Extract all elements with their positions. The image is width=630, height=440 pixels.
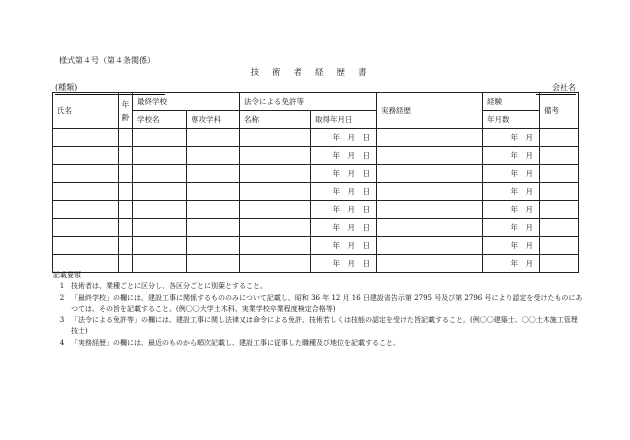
table-cell[interactable] [240,165,311,183]
table-cell[interactable] [240,237,311,255]
license-date-cell[interactable]: 年 月 日 [311,255,377,273]
table-cell[interactable] [377,129,483,147]
table-cell[interactable] [540,165,579,183]
table-cell[interactable] [187,201,240,219]
table-cell[interactable] [187,147,240,165]
table-cell[interactable] [119,129,133,147]
table-cell[interactable] [240,219,311,237]
experience-cell[interactable]: 年 月 [483,129,540,147]
table-cell[interactable] [133,129,187,147]
table-cell[interactable] [119,219,133,237]
experience-cell[interactable]: 年 月 [483,201,540,219]
table-cell[interactable] [240,147,311,165]
experience-cell[interactable]: 年 月 [483,255,540,273]
table-cell[interactable] [377,165,483,183]
table-cell[interactable] [133,201,187,219]
table-cell[interactable] [377,201,483,219]
table-cell[interactable] [377,183,483,201]
experience-cell[interactable]: 年 月 [483,147,540,165]
table-cell[interactable] [377,237,483,255]
note-text: 「実務経歴」の欄には、最近のものから順次記載し、建設工事に従事した職種及び地位を記載すること。 [71,338,400,347]
header-license-name: 名称 [240,111,311,129]
experience-cell[interactable]: 年 月 [483,165,540,183]
header-major: 専攻学科 [187,111,240,129]
note-number: 1 [59,282,65,291]
table-cell[interactable] [240,129,311,147]
table-cell[interactable] [53,201,119,219]
header-license-date: 取得年月日 [311,111,377,129]
note-number: 2 [59,293,65,302]
table-cell[interactable] [540,129,579,147]
note-item [53,281,583,292]
table-cell[interactable] [187,165,240,183]
header-name: 氏名 [53,93,119,129]
table-row [53,129,579,147]
license-date-cell[interactable]: 年 月 日 [311,129,377,147]
table-cell[interactable] [187,237,240,255]
table-cell[interactable] [53,219,119,237]
table-row [53,237,579,255]
header-age: 年齢 [119,93,133,129]
table-cell[interactable] [53,165,119,183]
table-cell[interactable] [187,219,240,237]
note-item [53,315,583,338]
table-cell[interactable] [53,237,119,255]
table-cell[interactable] [187,129,240,147]
notes [53,270,583,349]
table-cell[interactable] [540,219,579,237]
table-row [53,219,579,237]
table-row [53,201,579,219]
note-number: 3 [59,316,65,325]
table-cell[interactable] [119,165,133,183]
table-cell[interactable] [53,129,119,147]
table-cell[interactable] [133,147,187,165]
form-number: 様式第４号（第４条関係） [59,56,155,65]
company-label: 会社名 [536,82,576,95]
table-row [53,147,579,165]
table-cell[interactable] [240,183,311,201]
table-cell[interactable] [119,201,133,219]
table-cell[interactable] [119,237,133,255]
license-date-cell[interactable]: 年 月 日 [311,183,377,201]
table-cell[interactable] [53,147,119,165]
note-item [53,338,583,349]
note-text: 技術者は、業種ごとに区分し、各区分ごとに別葉とすること。 [71,282,267,291]
table-cell[interactable] [119,147,133,165]
table-row [53,165,579,183]
note-text: 「最終学校」の欄には、建設工事に関係するもののみについて記載し、昭和 36 年 12 月 16 日建設省告示第 2795 号及び第 2796 号により認定を受けたものにあつては、その旨を記載すること。(例〇〇大学土木科、実業学校卒業程度検定合格等) [71,293,583,313]
table-cell[interactable] [133,165,187,183]
header-experience-years: 年月数 [483,111,540,129]
table-cell[interactable] [240,201,311,219]
note-number: 4 [59,338,65,347]
kind-label: (種類) [55,82,165,95]
table-cell[interactable] [540,147,579,165]
experience-cell[interactable]: 年 月 [483,237,540,255]
table-cell[interactable] [133,183,187,201]
header-career: 実務経歴 [377,93,483,129]
license-date-cell[interactable]: 年 月 日 [311,147,377,165]
license-date-cell[interactable]: 年 月 日 [311,201,377,219]
header-school-name: 学校名 [133,111,187,129]
table-cell[interactable] [53,183,119,201]
table-cell[interactable] [133,237,187,255]
table-cell[interactable] [133,219,187,237]
table-cell[interactable] [540,183,579,201]
license-date-cell[interactable]: 年 月 日 [311,219,377,237]
header-license: 法令による免許等 [240,93,377,111]
license-date-cell[interactable]: 年 月 日 [311,165,377,183]
table-cell[interactable] [187,183,240,201]
table-cell[interactable] [377,219,483,237]
table-row [53,183,579,201]
table-cell[interactable] [377,147,483,165]
notes-heading: 記載要領 [53,271,81,279]
header-remarks: 備考 [540,93,579,129]
page-title: 技術者経歴書 [250,68,380,78]
table-cell[interactable] [540,237,579,255]
header-school: 最終学校 [133,93,240,111]
table-cell[interactable] [119,183,133,201]
experience-cell[interactable]: 年 月 [483,183,540,201]
career-table [52,92,579,273]
header-experience: 経験 [483,93,540,111]
license-date-cell[interactable]: 年 月 日 [311,237,377,255]
note-text: 「法令による免許等」の欄には、建設工事に関し法律又は命令による免許、技術若しくは技能の認定を受けた旨記載すること。(例〇〇建築士、〇〇土木施工管理技士) [71,316,578,336]
experience-cell[interactable]: 年 月 [483,219,540,237]
note-item [53,293,583,316]
table-cell[interactable] [540,201,579,219]
